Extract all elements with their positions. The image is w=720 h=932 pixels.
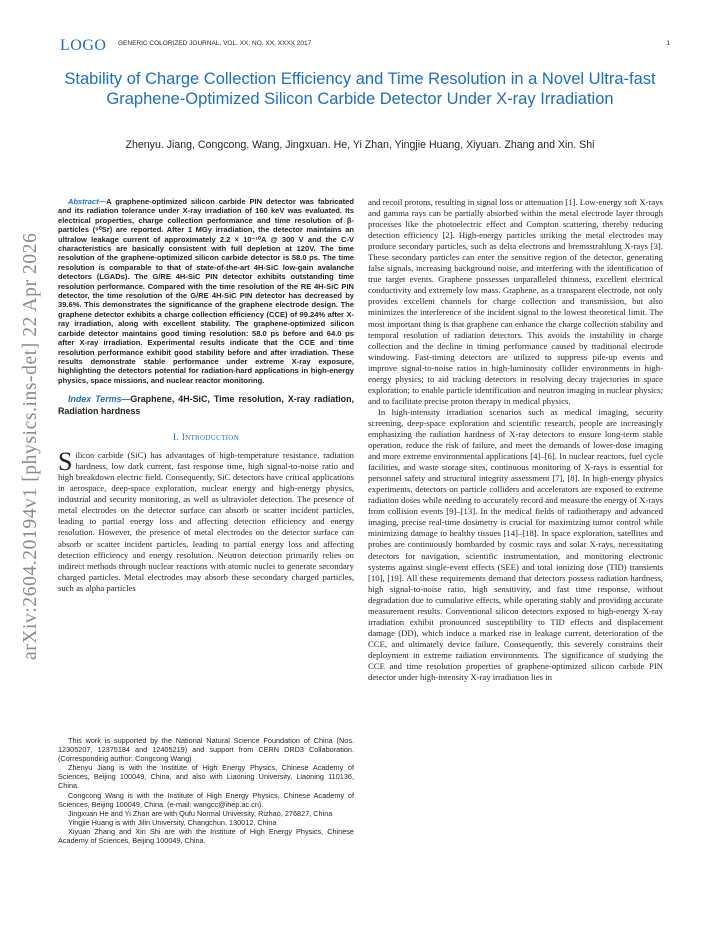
footnote: Congcong Wang is with the Institute of High Energy Physics, Chinese Academy of Sciences, Beijing 100049, China. (e-mail: wangcc@ihep.ac.cn). <box>58 790 354 809</box>
journal-name: GENERIC COLORIZED JOURNAL, VOL. XX, NO. XX, XXXX 2017 <box>118 40 312 47</box>
body-paragraph: and recoil protons, resulting in signal loss or attenuation [1]. Low-energy soft X-rays and gamma rays can be partially absorbed within the metal electrode layer through processes like the photoelectric effect and Compton scattering, thereby reducing detection efficiency [2]. High-energy particles striking the metal electrodes may produce secondary particles, such as delta electrons and bremsstrahlung X-rays [3]. These secondary particles can enter the sensitive region of the detector, generating false signals, increasing background noise, and interfering with the identification of true target events. Graphene possesses unparalleled thinness, excellent electrical conductivity and extremely low mass. Graphene, as a transparent electrode, not only provides excellent channels for charge collection and transmission, but also minimizes the interference of the incident signal to the lowest theoretical limit. The most important thing is that graphene can enhance the charge collection stability and temporal resolution of radiation detectors. This avoids the instability in charge collection and the decline in timing performance caused by traditional electrode windowing. Fast-timing detectors are utilized to suppress pile-up events and improve signal-to-noise ratios in high-luminosity collider environments in high-energy physics; to aid tracking detectors in resolving decay trajectories in space exploration; to enable particle identification and neutron imaging in nuclear physics; and to facilitate precise proton therapy in medical physics. <box>368 197 663 406</box>
footnote: Xiyuan Zhang and Xin Shi are with the Institute of High Energy Physics, Chinese Academy of Sciences, Beijing 100049, China. <box>58 826 354 846</box>
intro-text: carbide (SiC) has advantages of high-temperature resistance, radiation hardness, low dark current, fast response time, high signal-to-noise ratio and high breakdown electric field. Consequently, SiC detectors have critical applications in aerospace, deep-space exploration, nuclear energy and high-energy physics, industrial and security monitoring, as well as ultraviolet detection. The presence of metal electrodes on the detector surface can absorb or scatter incident particles, leading to partial energy loss and affecting detection efficiency and energy resolution. However, the presence of metal electrodes on the detector surface can absorb or scatter incident particles, leading to partial energy loss and affecting detection efficiency and energy resolution. Neutron detection primarily relies on indirect methods through nuclear reactions with atomic nuclei to generate secondary charged particles. Metal electrodes may absorb these secondary charged particles, such as alpha particles <box>58 450 354 593</box>
arxiv-stamp: arXiv:2604.20194v1 [physics.ins-det] 22 Apr 2026 <box>20 232 41 660</box>
paper-title: Stability of Charge Collection Efficiency and Time Resolution in a Novel Ultra-fast Graphene-Optimized Silicon Carbide Detector Under X-ray Irradiation <box>64 70 656 108</box>
left-column <box>58 197 354 594</box>
right-column <box>368 197 663 683</box>
abstract-lead: Abstract— <box>68 197 107 206</box>
footnote: This work is supported by the National Natural Science Foundation of China (Nos. 12305207, 12375184 and 12405219) and support from CERN DRD3 Collaboration. (Corresponding author: Congcong Wang) <box>58 736 354 764</box>
index-terms-text: Graphene, 4H-SiC, Time resolution, X-ray radiation, Radiation hardness <box>58 394 354 416</box>
footnote: Zhenyu Jiang is with the Institute of High Energy Physics, Chinese Academy of Sciences, Beijing 100049, China, and also with Liaoning University, Liaoning 110136, China. <box>58 763 354 791</box>
section-heading: I. Introduction <box>173 433 239 444</box>
index-terms-lead: Index Terms— <box>68 394 131 405</box>
page-header <box>60 37 672 53</box>
index-terms <box>58 394 354 417</box>
author-list: Zhenyu. Jiang, Congcong. Wang, Jingxuan. He, Yi Zhan, Yingjie Huang, Xiyuan. Zhang and Xin. Shi <box>125 139 595 151</box>
abstract <box>58 197 354 385</box>
body-paragraph: In high-intensity irradiation scenarios such as medical imaging, security screening, deep-space exploration and scientific research, people are increasingly emphasizing the radiation hardness of X-ray detectors to ensure long-term stable operation, reduce the risk of failure, and meet the demands of lower-dose imaging and more extreme environmental applications [4]–[6]. In nuclear reactors, fuel cycle facilities, and waste storage sites, continuous monitoring of X-rays is essential for personnel safety and structural integrity assessment [7], [8]. In high-energy physics experiments, detectors on particle colliders and accelerators are exposed to extreme radiation doses while needing to accurately record and measure the energy of X-rays from collision events [9]–[13]. In the medical fields of radiotherapy and advanced imaging, precise real-time dosimetry is crucial for maximizing tumor control while minimizing damage to healthy tissues [14]–[18]. In space exploration, satellites and probes are continuously bombarded by cosmic rays and solar X-rays, necessitating detectors for navigation, scientific instrumentation, and monitoring electronic systems against single-event effects (SEE) and total ionizing dose (TID) transients [10], [19]. All these requirements demand that detectors possess radiation hardness, high signal-to-noise ratio, high sensitivity, and fast time response, without degradation due to cumulative effects, while operating stably and providing accurate measurement results. Conventional silicon detectors exposed to high-energy X-ray irradiation exhibit pronounced susceptibility to TID effects and displacement damage (DD), which induce a marked rise in leakage current, deterioration of the CCE, and ultimately device failure. Consequently, this severely constrains their deployment in extreme radiation environments. The significance of studying the CCE and time resolution properties of graphene-optimized silicon carbide PIN detector under high-intensity X-ray irradiation lies in <box>368 406 663 683</box>
journal-logo: LOGO <box>60 37 107 54</box>
footnotes <box>58 736 354 845</box>
footnote: Yingjie Huang is with Jilin University, Changchun, 130012, China <box>68 817 277 827</box>
footnote: Jingxuan He and Yi Zhan are with Qufu Normal University, Rizhao, 276827, China <box>68 808 333 818</box>
intro-body <box>58 447 354 594</box>
drop-cap: S <box>58 447 73 477</box>
page-number: 1 <box>666 40 670 47</box>
abstract-text: A graphene-optimized silicon carbide PIN detector was fabricated and its radiation tolerance under X-ray irradiation of 160 keV was evaluated. Its electrical properties, charge collection performance and time resolution of β-particles (⁹⁰Sr) are reported. After 1 MGy irradiation, the detector maintains an ultralow leakage current of approximately 2.2 × 10⁻¹⁰A @ 300 V and the C-V characteristics are basically consistent with full depletion at 120V. The time resolution of the graphene-optimized silicon carbide detector is 58.0 ps. The time resolution is comparable to that of state-of-the-art 4H-SiC low-gain avalanche detectors (LGADs). The G/RE 4H-SiC PIN detector exhibits outstanding time resolution performance. Compared with the time resolution of the RE 4H-SiC PIN detector, the time resolution of the G/RE 4H-SiC PIN detector has decreased by 39.6%. This demonstrates the significance of the graphene electrode design. The graphene detector exhibits a charge collection efficiency (CCE) of 99.24% after X-ray irradiation, along with excellent stability. The graphene-optimized silicon carbide detector maintains good timing resolution: 58.0 ps before and 64.0 ps after X-ray irradiation. Experimental results indicate that the CCE and time resolution performance exhibit good stability before and after irradiation. These results demonstrate stable performance under extreme X-ray exposure, highlighting the detectors potential for radiation-hard applications in high-energy physics, space missions, and nuclear reactor monitoring. <box>58 197 354 385</box>
intro-paragraph <box>58 447 354 594</box>
intro-first-word: ilicon <box>75 451 95 461</box>
